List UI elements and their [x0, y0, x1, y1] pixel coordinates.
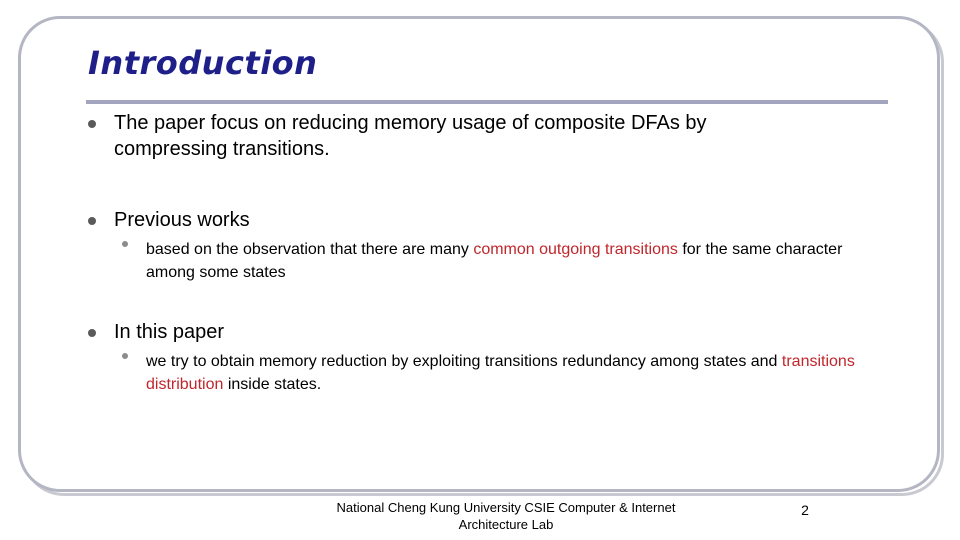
footer-line-1: National Cheng Kung University CSIE Computer & Internet	[336, 500, 676, 515]
highlight-transitions-distribution: transitions distribution	[146, 353, 855, 393]
title-divider	[86, 100, 888, 104]
bullet-dot-icon	[88, 329, 96, 337]
bullet-dot-icon	[88, 217, 96, 225]
page-number: 2	[801, 502, 809, 518]
sub-text-part-2: inside states.	[223, 376, 322, 393]
highlight-common-outgoing-transitions: common outgoing transitions	[473, 241, 678, 258]
sub-bullet-text	[146, 238, 866, 284]
slide-title: Introduction	[88, 44, 318, 82]
slide-footer	[320, 499, 692, 533]
sub-text-part-1: based on the observation that there are many	[146, 241, 474, 258]
sub-bullet-dot-icon	[122, 241, 128, 247]
sub-text-part-2: for the same character among some states	[146, 241, 843, 281]
bullet-dot-icon	[88, 120, 96, 128]
bullet-text: Previous works	[114, 209, 250, 231]
sub-text-part-1: we try to obtain memory reduction by exploiting transitions redundancy among states and	[146, 353, 782, 370]
footer-line-2: Architecture Lab	[458, 517, 554, 532]
bullet-text	[114, 110, 707, 162]
bullet-text: In this paper	[114, 321, 225, 343]
sub-bullet-dot-icon	[122, 353, 128, 359]
bullet-line-1: The paper focus on reducing memory usage of composite DFAs by	[114, 112, 707, 134]
sub-bullet-text	[146, 350, 866, 396]
bullet-line-2: compressing transitions.	[114, 138, 330, 160]
